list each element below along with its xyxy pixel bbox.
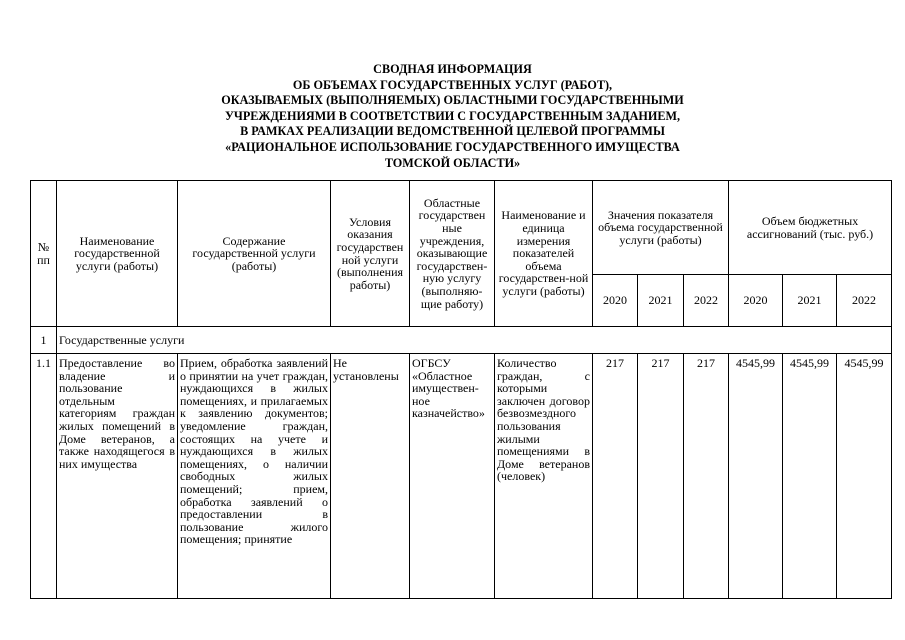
header-year: 2020 [729,275,783,327]
header-year: 2020 [593,275,638,327]
header-service-content: Содержание государственной услуги (работы) [178,181,331,327]
header-budget-group: Объем бюджетных ассигнований (тыс. руб.) [729,181,892,275]
row-indicator: Количество граждан, с которыми заключен договор безвозмездного пользования жилыми помещениями в Доме ветеранов (человек) [495,354,593,599]
section-label: Государственные услуги [57,327,892,354]
title-line: УЧРЕЖДЕНИЯМИ В СООТВЕТСТВИИ С ГОСУДАРСТВЕННЫМ ЗАДАНИЕМ, [224,108,681,123]
header-institutions: Областные государствен ные учреждения, оказывающие государствен-ную услугу (выполняю-щие работу) [410,181,495,327]
title-line: СВОДНАЯ ИНФОРМАЦИЯ [373,62,532,76]
services-table [30,180,892,599]
row-budget-2022: 4545,99 [837,354,892,599]
row-num: 1.1 [31,354,57,599]
row-value-2021: 217 [638,354,684,599]
header-service-name: Наименование государственной услуги (работы) [57,181,178,327]
header-conditions: Условия оказания государствен ной услуги (выполнения работы) [331,181,410,327]
row-conditions: Не установлены [331,354,410,599]
title-line: ОКАЗЫВАЕМЫХ (ВЫПОЛНЯЕМЫХ) ОБЛАСТНЫМИ ГОСУДАРСТВЕННЫМИ [221,93,684,108]
row-institution: ОГБСУ «Областное имуществен-ное казначейство» [410,354,495,599]
document-title [0,62,905,171]
row-service-name: Предоставление во владение и пользование отдельным категориям граждан жилых помещений в Доме ветеранов, а также находящегося в них имущества [57,354,178,599]
header-values-group: Значения показателя объема государственной услуги (работы) [593,181,729,275]
row-budget-2021: 4545,99 [783,354,837,599]
header-num: № пп [31,181,57,327]
header-year: 2022 [837,275,892,327]
row-value-2022: 217 [684,354,729,599]
header-year: 2021 [783,275,837,327]
title-line: ТОМСКОЙ ОБЛАСТИ» [384,155,521,170]
title-line: ОБ ОБЪЕМАХ ГОСУДАРСТВЕННЫХ УСЛУГ (РАБОТ), [292,77,613,92]
header-year: 2021 [638,275,684,327]
header-year: 2022 [684,275,729,327]
title-line: «РАЦИОНАЛЬНОЕ ИСПОЛЬЗОВАНИЕ ГОСУДАРСТВЕННОГО ИМУЩЕСТВА [225,139,680,154]
row-budget-2020: 4545,99 [729,354,783,599]
section-num: 1 [31,327,57,354]
section-row [31,327,892,354]
header-row [31,181,892,275]
table-row [31,354,892,599]
title-line: В РАМКАХ РЕАЛИЗАЦИИ ВЕДОМСТВЕННОЙ ЦЕЛЕВОЙ ПРОГРАММЫ [240,124,665,139]
row-value-2020: 217 [593,354,638,599]
row-service-content: Прием, обработка заявлений о принятии на учет граждан, нуждающихся в жилых помещениях, и прилагаемых к заявлению документов; уведомление граждан, состоящих на учете и нуждающихся в жилых помещениях, о наличии свободных жилых помещений; прием, обработка заявлений о предоставлении в пользование жилого помещения; принятие [178,354,331,599]
header-indicator: Наименование и единица измерения показателей объема государствен-ной услуги (работы) [495,181,593,327]
